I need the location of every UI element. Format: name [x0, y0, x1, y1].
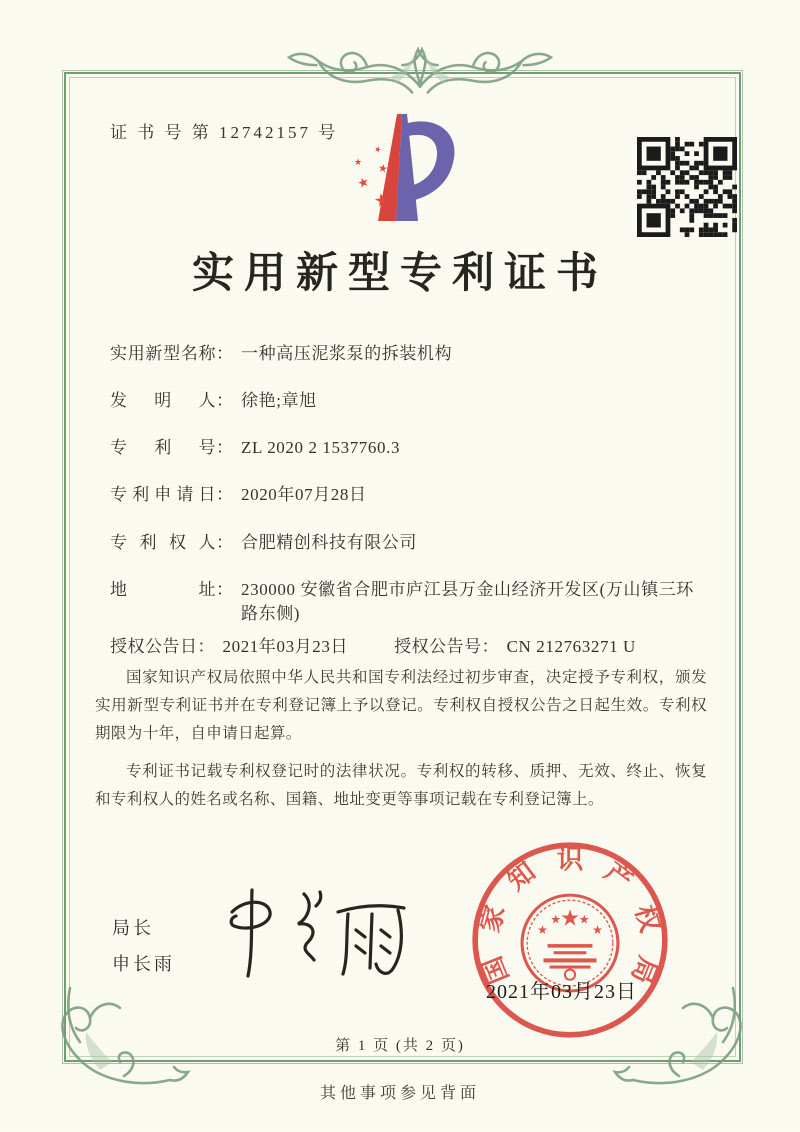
field-label: 专利号	[110, 438, 216, 458]
field-colon: ：	[197, 636, 215, 656]
grant-date-value: 2021年03月23日	[222, 636, 349, 656]
legal-text	[95, 664, 707, 823]
svg-text:家: 家	[474, 901, 512, 936]
field-label: 专利申请日	[110, 485, 216, 505]
field-row-name	[110, 342, 710, 366]
certificate-number: 证 书 号 第 12742157 号	[110, 123, 339, 142]
svg-text:★: ★	[373, 144, 383, 155]
field-row-patent-number	[110, 436, 710, 460]
qr-code	[637, 137, 737, 237]
svg-text:★: ★	[353, 158, 363, 168]
svg-text:★: ★	[355, 174, 372, 193]
field-row-patentee	[110, 531, 710, 555]
cnipa-logo-icon	[336, 108, 468, 228]
certificate-fields	[110, 342, 710, 682]
field-colon: ：	[216, 485, 233, 505]
svg-text:★: ★	[592, 922, 604, 937]
back-note: 其他事项参见背面	[319, 1085, 480, 1102]
svg-text:知: 知	[501, 856, 542, 897]
field-label: 专利权人	[110, 532, 216, 552]
svg-text:国: 国	[476, 951, 516, 989]
field-label: 地址	[110, 579, 216, 599]
director-block	[112, 910, 175, 982]
field-label: 发明人	[110, 391, 216, 411]
field-value: 230000 安徽省合肥市庐江县万金山经济开发区(万山镇三环路东侧)	[241, 579, 694, 623]
seal-date: 2021年03月23日	[486, 981, 637, 1003]
svg-text:权: 权	[628, 901, 666, 936]
field-label: 实用新型名称	[110, 344, 216, 363]
grant-date-label: 授权公告日	[110, 636, 198, 656]
svg-text:★: ★	[536, 922, 548, 937]
grant-number-label: 授权公告号	[394, 636, 482, 656]
field-colon: ：	[216, 438, 233, 458]
field-value: 一种高压泥浆泵的拆装机构	[241, 344, 453, 363]
svg-text:★: ★	[578, 912, 590, 927]
field-value: 合肥精创科技有限公司	[241, 532, 417, 552]
field-row-address	[110, 578, 710, 626]
grant-number-value: CN 212763271 U	[506, 636, 636, 656]
field-colon: ：	[216, 344, 233, 363]
svg-text:识: 识	[556, 844, 584, 876]
svg-text:★: ★	[372, 188, 393, 213]
official-seal	[468, 838, 672, 1042]
field-row-filing-date	[110, 483, 710, 507]
legal-paragraph-1: 国家知识产权局依照中华人民共和国专利法经过初步审查，决定授予专利权，颁发实用新型专利证书并在专利登记簿上予以登记。专利权自授权公告之日起生效。专利权期限为十年，自申请日起算。	[95, 669, 707, 743]
field-value: 2020年07月28日	[241, 485, 367, 505]
page-indicator: 第 1 页 (共 2 页)	[335, 1038, 465, 1054]
svg-text:★: ★	[376, 161, 389, 176]
svg-text:★: ★	[550, 912, 562, 927]
field-value: 徐艳;章旭	[241, 391, 317, 411]
director-title: 局长	[112, 918, 154, 938]
svg-text:产: 产	[598, 856, 639, 897]
field-value: ZL 2020 2 1537760.3	[241, 438, 401, 458]
director-signature	[218, 876, 423, 990]
field-colon: ：	[216, 391, 233, 411]
field-row-inventor	[110, 389, 710, 413]
field-colon: ：	[216, 579, 233, 599]
svg-text:局: 局	[624, 951, 664, 989]
legal-paragraph-2: 专利证书记载专利权登记时的法律状况。专利权的转移、质押、无效、终止、恢复和专利权人的姓名或名称、国籍、地址变更等事项记载在专利登记簿上。	[95, 762, 707, 808]
certificate-title: 实用新型专利证书	[191, 251, 608, 297]
svg-text:★: ★	[559, 905, 581, 932]
field-colon: ：	[216, 532, 233, 552]
grant-row	[110, 635, 710, 659]
field-colon: ：	[481, 636, 499, 656]
director-name: 申长雨	[112, 954, 175, 974]
